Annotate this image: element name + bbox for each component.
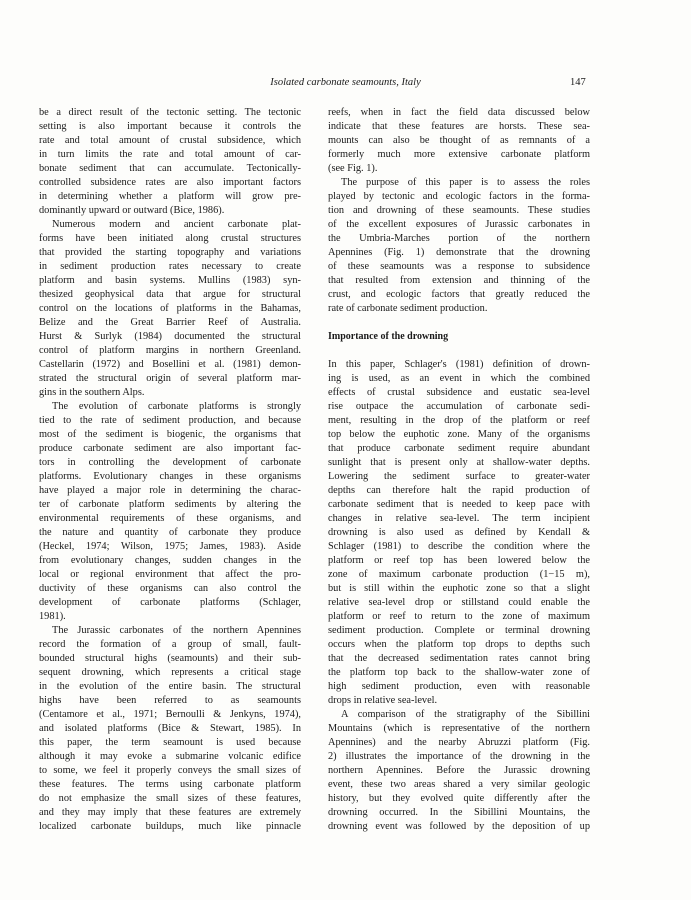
text-line: changes in relative sea-level. The term incipient [328, 513, 590, 524]
text-line: The Jurassic carbonates of the northern Apennines [52, 625, 301, 636]
text-line: (Centamore et al., 1971; Bernoulli & Jenkyns, 1974), [39, 709, 301, 720]
text-line: rate and total amount of crustal subsidence, which [39, 135, 301, 146]
text-line: and they may imply that these features are extremely [39, 807, 301, 818]
text-line: of the excellent exposures of Jurassic carbonates in [328, 219, 590, 230]
text-line: Schlager (1981) to describe the condition where the [328, 541, 590, 552]
text-line: the nature and quantity of carbonate they produce [39, 527, 301, 538]
text-line: highs have been referred to as seamounts [39, 695, 301, 706]
text-line: local or regional environment that affect the pro- [39, 569, 301, 580]
text-line: high sediment production, even with reasonable [328, 681, 590, 692]
text-line: development of carbonate platforms (Schlager, [39, 597, 301, 608]
text-line: the platform top back to the shallow-water zone of [328, 667, 590, 678]
text-line: Belize and the Great Barrier Reef of Australia. [39, 317, 301, 328]
text-line: In this paper, Schlager's (1981) definition of drown- [328, 359, 590, 370]
text-line: thesized geophysical data that argue for structural [39, 289, 301, 300]
text-line: relative sea-level drop or stillstand could enable the [328, 597, 590, 608]
text-line: and isolated platforms (Bice & Stewart, 1985). In [39, 723, 301, 734]
text-line: zone of maximum carbonate production (1−15 m), [328, 569, 590, 580]
left-column [39, 106, 301, 834]
text-line: dominantly upward or outward (Bice, 1986). [39, 205, 225, 216]
text-line: drowning occurred. In the Sibillini Mountains, the [328, 807, 590, 818]
text-line: but is still within the euphotic zone so that a slight [328, 583, 590, 594]
text-line: event, these two areas shared a very similar geologic [328, 779, 590, 790]
text-line: Mountains (which is representative of the northern [328, 723, 590, 734]
text-line: platforms. Evolutionary changes in these organisms [39, 471, 301, 482]
text-line: most of the sediment is biogenic, the organisms that [39, 429, 301, 440]
text-line: effects of crustal subsidence and eustatic sea-level [328, 387, 590, 398]
text-line: A comparison of the stratigraphy of the Sibillini [341, 709, 590, 720]
text-line: Lowering the sediment surface to greater-water [328, 471, 590, 482]
text-line: ductivity of these organisms can also control the [39, 583, 301, 594]
text-line: drops in relative sea-level. [328, 695, 438, 706]
text-line: gins in the southern Alps. [39, 387, 145, 398]
text-line: occurs when the platform top drops to depths such [328, 639, 590, 650]
text-line: played by tectonic and ecologic factors in the forma- [328, 191, 590, 202]
text-line: from evolutionary changes, sudden changes in the [39, 555, 301, 566]
text-line: 2) illustrates the importance of the drowning in the [328, 751, 590, 762]
text-line: setting is also important because it controls the [39, 121, 301, 132]
text-line: that provided the starting topography and variations [39, 247, 301, 258]
text-line: Apennines (Fig. 1) demonstrate that the drowning [328, 247, 590, 258]
text-line: this paper, the term seamount is used because [39, 737, 301, 748]
text-line: bounded structural highs (seamounts) and their sub- [39, 653, 301, 664]
text-line: crust, and ecologic factors that greatly reduced the [328, 289, 590, 300]
text-line: controlled subsidence rates are also important factors [39, 177, 301, 188]
text-line: in turn limits the rate and total amount of car- [39, 149, 301, 160]
text-line: that resulted from extension and thinning of the [328, 275, 590, 286]
text-line: platform or reef top has been lowered below the [328, 555, 590, 566]
text-line: Castellarin (1972) and Bosellini et al. (1981) demon- [39, 359, 301, 370]
text-line: tors in controlling the development of carbonate [39, 457, 301, 468]
text-line: platform and basin systems. Mullins (1983) syn- [39, 275, 301, 286]
text-line: Numerous modern and ancient carbonate plat- [52, 219, 301, 230]
text-line: control of platform margins in northern Greenland. [39, 345, 301, 356]
text-line: ter of carbonate platform sediments by altering the [39, 499, 301, 510]
text-line: strated the structural origin of several platform mar- [39, 373, 301, 384]
text-line: indicate that these features are horsts. These sea- [328, 121, 590, 132]
text-line: top below the euphotic zone. Many of the organisms [328, 429, 590, 440]
right-column [328, 106, 590, 834]
text-line: bonate sediment that can accumulate. Tectonically- [39, 163, 301, 174]
text-line: reefs, when in fact the field data discussed below [328, 107, 590, 118]
text-line: drowning event was followed by the deposition of up [328, 821, 590, 832]
text-line: mounts can also be thought of as remnants of a [328, 135, 590, 146]
text-line: depths can therefore halt the rapid production of [328, 485, 590, 496]
text-line: the Umbria-Marches portion of the northern [328, 233, 590, 244]
text-line: The purpose of this paper is to assess the roles [341, 177, 590, 188]
text-line: rise outpace the accumulation of carbonate sedi- [328, 401, 590, 412]
section-heading: Importance of the drowning [328, 331, 449, 342]
text-line: to some, we feel it properly conveys the small sizes of [39, 765, 301, 776]
text-line: of these seamounts was a response to subsidence [328, 261, 590, 272]
text-line: be a direct result of the tectonic setting. The tectonic [39, 107, 301, 118]
text-line: localized carbonate buildups, much like pinnacle [39, 821, 301, 832]
text-line: carbonate sediment that is needed to keep pace with [328, 499, 590, 510]
text-line: these features. The terms using carbonate platform [39, 779, 301, 790]
text-line: tion and drowning of these seamounts. These studies [328, 205, 590, 216]
text-line: (Heckel, 1974; Wilson, 1975; James, 1983). Aside [39, 541, 301, 552]
section-gap [328, 344, 590, 358]
text-line: record the formation of a group of small, fault- [39, 639, 301, 650]
section-gap [328, 316, 590, 330]
text-line: do not emphasize the small sizes of these features, [39, 793, 301, 804]
text-line: sunlight that is present only at shallow-water depths. [328, 457, 590, 468]
text-line: Hurst & Surlyk (1984) documented the structural [39, 331, 301, 342]
text-line: ing is used, as an event in which the combined [328, 373, 590, 384]
text-line: sediment production. Complete or terminal drowning [328, 625, 590, 636]
text-line: produce carbonate sediment are also important fac- [39, 443, 301, 454]
text-line: have played a major role in determining the charac- [39, 485, 301, 496]
text-line: history, but they evolved quite differently after the [328, 793, 590, 804]
text-line: sequent drowning, which represents a critical stage [39, 667, 301, 678]
text-line: (see Fig. 1). [328, 163, 378, 174]
text-line: in determining whether a platform will grow pre- [39, 191, 301, 202]
text-line: formerly much more extensive carbonate platform [328, 149, 590, 160]
text-line: that the decreased sedimentation rates cannot bring [328, 653, 590, 664]
text-line: tied to the rate of sediment production, and because [39, 415, 301, 426]
text-line: northern Apennines. Before the Jurassic drowning [328, 765, 590, 776]
text-line: drowning is also used as defined by Kendall & [328, 527, 590, 538]
text-line: 1981). [39, 611, 66, 622]
text-line: The evolution of carbonate platforms is strongly [52, 401, 301, 412]
text-line: control on the locations of platforms in the Bahamas, [39, 303, 301, 314]
text-line: although it may evoke a submarine volcanic edifice [39, 751, 301, 762]
page-number: 147 [570, 77, 586, 88]
text-line: forms have been initiated along crustal structures [39, 233, 301, 244]
text-line: ment, resulting in the drop of the platform or reef [328, 415, 590, 426]
text-line: Apennines) and the nearby Abruzzi platform (Fig. [328, 737, 590, 748]
text-line: that produce carbonate sediment require abundant [328, 443, 590, 454]
text-line: environmental requirements of these organisms, and [39, 513, 301, 524]
text-line: in the evolution of the entire basin. The structural [39, 681, 301, 692]
text-line: platform or reef to return to the zone of maximum [328, 611, 590, 622]
text-line: rate of carbonate sediment production. [328, 303, 488, 314]
running-title: Isolated carbonate seamounts, Italy [270, 77, 421, 88]
text-line: in sediment production rates necessary to create [39, 261, 301, 272]
